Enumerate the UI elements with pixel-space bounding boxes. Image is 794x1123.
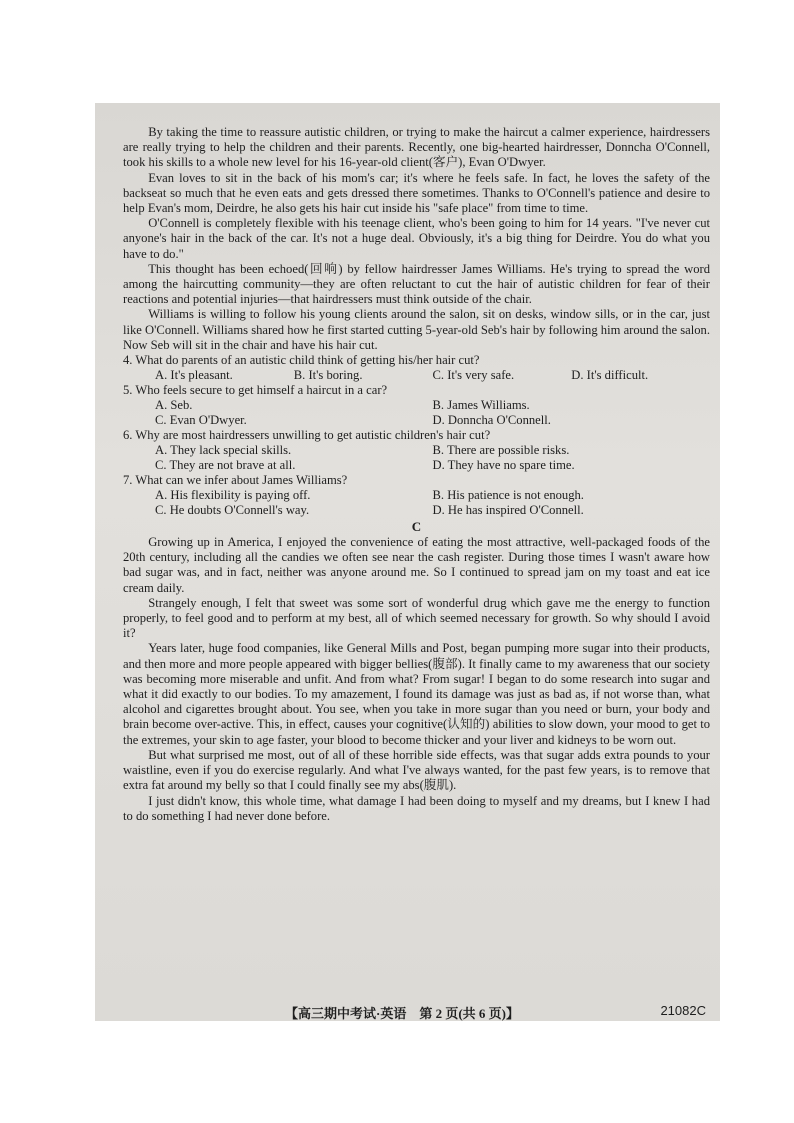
passage-b-paragraph: By taking the time to reassure autistic children, or trying to make the haircut a calmer experience, hairdressers are really trying to help the children and their parents. Recently, one big-hearted hairdresser, Donncha O'Connell, took his skills to a whole new level for his 16-year-old client(客户), Evan O'Dwyer. xyxy=(123,125,710,170)
option-a: A. Seb. xyxy=(155,398,193,413)
option-d: D. It's difficult. xyxy=(571,368,649,383)
passage-b-paragraph: O'Connell is completely flexible with his teenage client, who's been going to him for 14 years. "I've never cut anyone's hair in the back of the car. It's not a huge deal. Obviously, it's a big thing for Deirdre. You do what you have to do." xyxy=(123,216,710,261)
passage-c-paragraph: Years later, huge food companies, like General Mills and Post, began pumping more sugar into their products, and then more and more people appeared with bigger bellies(腹部). It finally came to my awareness that our society was becoming more miserable and unfit. And from what? From sugar! I began to do some research into sugar and what it did exactly to our bodies. To my amazement, I found its damage was just as bad as, if not worse than, what alcohol and cigarettes brought about. You see, when you take in more sugar than you need or burn, your body and brain become over-active. This, in effect, causes your cognitive(认知的) abilities to slow down, your mood to get to the extremes, your skin to age faster, your blood to become thicker and your liver and kidneys to be worn out. xyxy=(123,641,710,747)
question-stem: 7. What can we infer about James Williams? xyxy=(123,473,348,488)
question-stem: 5. Who feels secure to get himself a haircut in a car? xyxy=(123,383,388,398)
option-c: C. They are not brave at all. xyxy=(155,458,296,473)
option-b: B. It's boring. xyxy=(293,368,363,383)
question-6 xyxy=(123,428,710,473)
option-b: B. James Williams. xyxy=(432,398,530,413)
question-options xyxy=(123,443,710,473)
option-d: D. They have no spare time. xyxy=(432,458,575,473)
section-c-heading: C xyxy=(411,519,422,535)
exam-title: 【高三期中考试·英语 第 2 页(共 6 页)】 xyxy=(285,1006,519,1021)
option-b: B. His patience is not enough. xyxy=(432,488,584,503)
option-d: D. Donncha O'Connell. xyxy=(432,413,551,428)
exam-page xyxy=(95,103,720,1021)
option-d: D. He has inspired O'Connell. xyxy=(432,503,584,518)
question-stem: 6. Why are most hairdressers unwilling to get autistic children's hair cut? xyxy=(123,428,491,443)
question-5 xyxy=(123,383,710,428)
question-options xyxy=(123,368,710,383)
passage-b-paragraph: Evan loves to sit in the back of his mom's car; it's where he feels safe. In fact, he loves the safety of the backseat so much that he even eats and gets dressed there sometimes. Thanks to O'Connell's patience and desire to help Evan's mom, Deirdre, he also gets his hair cut inside his "safe place" from time to time. xyxy=(123,170,710,216)
question-7 xyxy=(123,473,710,518)
passage-c-paragraph: Growing up in America, I enjoyed the convenience of eating the most attractive, well-packaged foods of the 20th century, including all the candies we often see near the cash register. During those times I wasn't aware how bad sugar was, and in fact, neither was anyone around me. So I continued to spread jam on my toast and eat ice cream daily. xyxy=(123,535,710,595)
option-a: A. It's pleasant. xyxy=(155,368,233,383)
option-c: C. He doubts O'Connell's way. xyxy=(155,503,310,518)
option-a: A. They lack special skills. xyxy=(155,443,292,458)
passage-b-paragraph: This thought has been echoed(回响) by fellow hairdresser James Williams. He's trying to spread the word among the haircutting community—they are often reluctant to cut the hair of autistic children for fear of their reactions and potential injuries—that hairdressers must think outside of the chair. xyxy=(123,261,710,307)
passage-b xyxy=(123,125,710,353)
question-options xyxy=(123,488,710,518)
question-4 xyxy=(123,353,710,383)
option-b: B. There are possible risks. xyxy=(432,443,570,458)
passage-c-paragraph: Strangely enough, I felt that sweet was some sort of wonderful drug which gave me the energy to function properly, to feel good and to perform at my best, all of which seemed necessary for growth. So why should I avoid it? xyxy=(123,595,710,641)
passage-c-paragraph: I just didn't know, this whole time, what damage I had been doing to myself and my dreams, but I knew I had to do something I had never done before. xyxy=(123,793,710,823)
passage-b-paragraph: Williams is willing to follow his young clients around the salon, sit on desks, window sills, or in the car, just like O'Connell. Williams shared how he first started cutting 5-year-old Seb's hair by following him around the salon. Now Seb will sit in the chair and have his hair cut. xyxy=(123,307,710,352)
option-c: C. It's very safe. xyxy=(432,368,515,383)
question-options xyxy=(123,398,710,428)
passage-c-paragraph: But what surprised me most, out of all of these horrible side effects, was that sugar adds extra pounds to your waistline, even if you do exercise regularly. And what I've always wanted, for the past few years, is to remove that extra fat around my belly so that I could finally see my abs(腹肌). xyxy=(123,747,710,793)
option-c: C. Evan O'Dwyer. xyxy=(155,413,247,428)
question-stem: 4. What do parents of an autistic child think of getting his/her hair cut? xyxy=(123,353,480,368)
option-a: A. His flexibility is paying off. xyxy=(155,488,311,503)
passage-c xyxy=(123,535,710,824)
paper-code: 21082C xyxy=(660,1003,706,1018)
